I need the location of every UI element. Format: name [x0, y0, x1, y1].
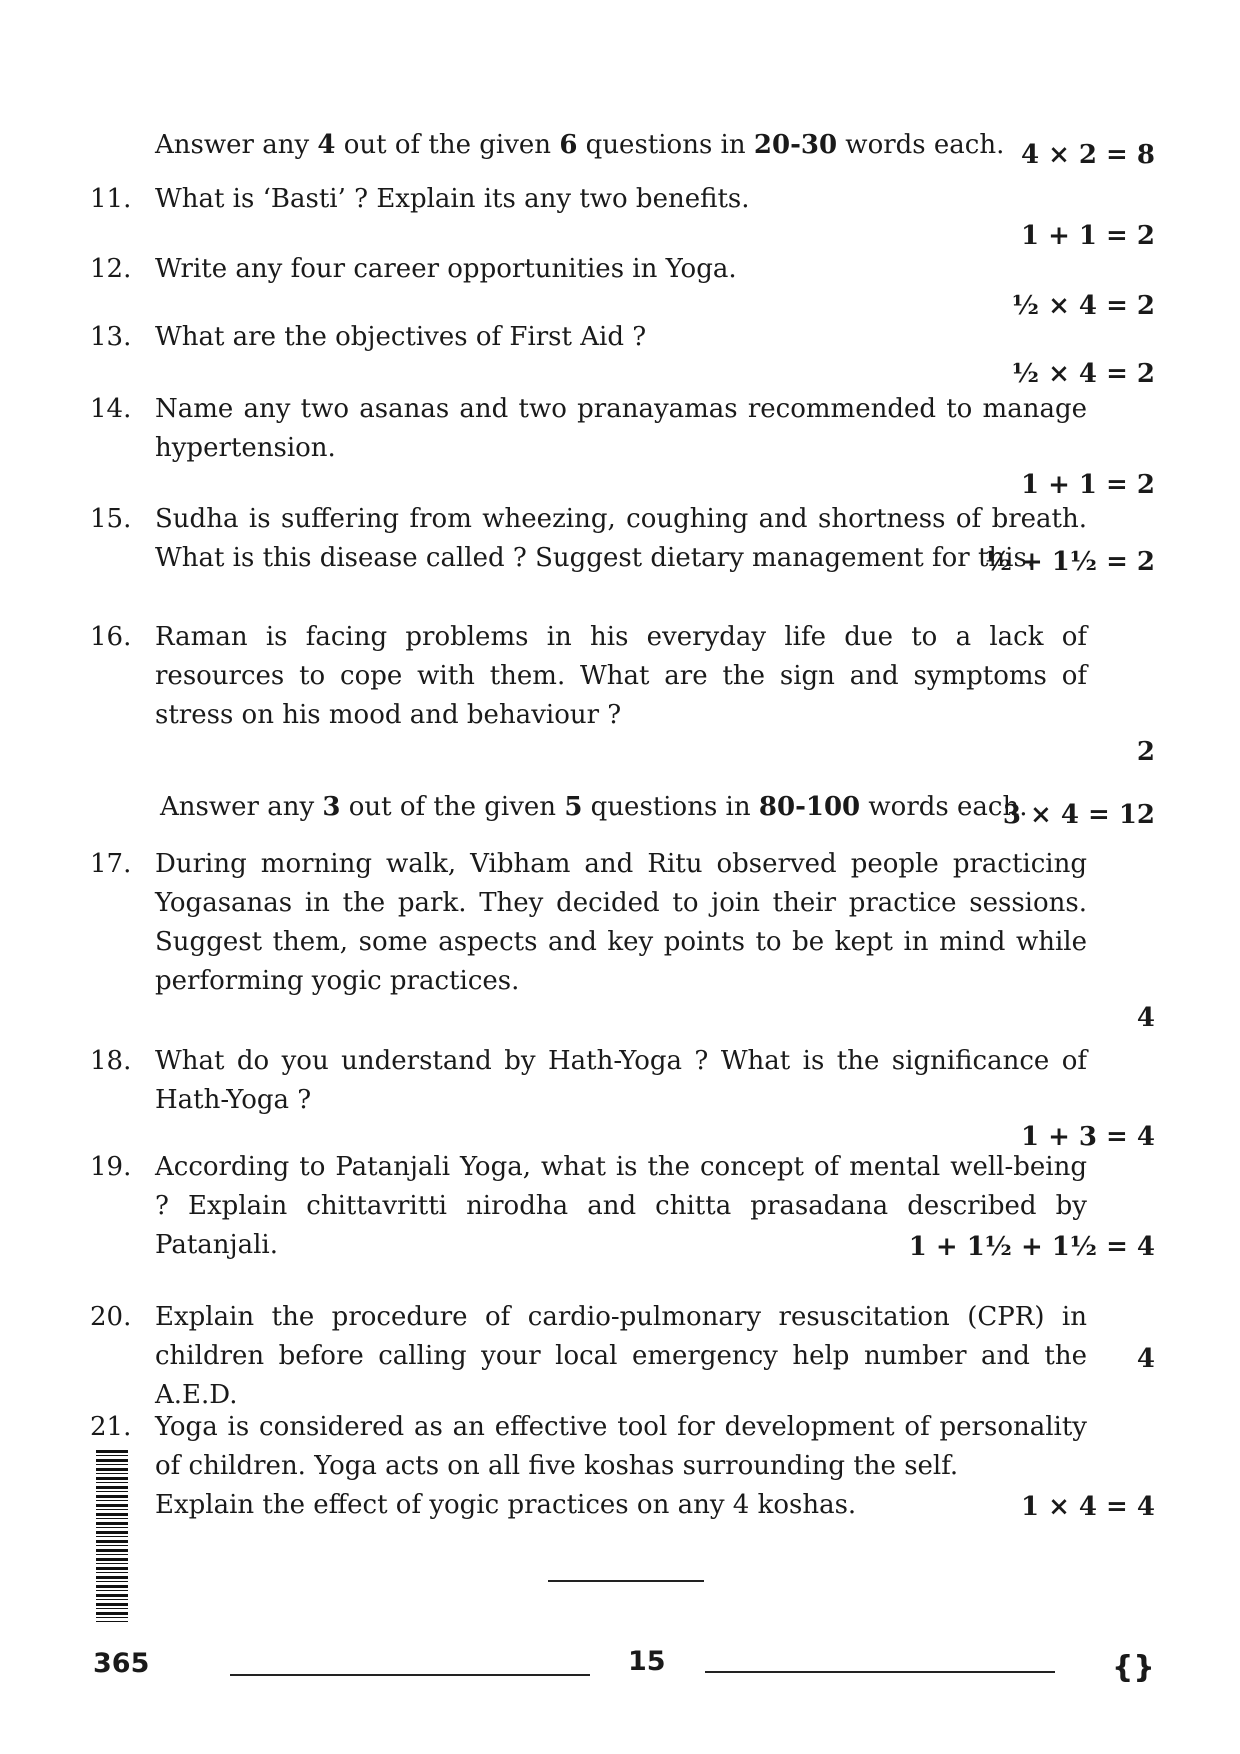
instruction-text: questions in — [577, 130, 754, 160]
question-number: 20. — [90, 1302, 132, 1332]
instruction-word-range: 20-30 — [753, 130, 838, 160]
question-text: Explain the effect of yogic practices on any 4 koshas. — [155, 1490, 857, 1520]
question-15 — [90, 500, 1155, 578]
question-number: 15. — [90, 504, 132, 534]
end-of-questions-rule — [548, 1580, 704, 1582]
instruction-word-range: 80-100 — [758, 792, 861, 822]
question-marks: 1 × 4 = 4 — [1020, 1492, 1155, 1522]
question-21 — [90, 1408, 1155, 1525]
section-marks: 4 × 2 = 8 — [1020, 140, 1155, 170]
question-number: 13. — [90, 322, 132, 352]
section-a-instruction — [155, 128, 1155, 170]
question-number: 11. — [90, 184, 132, 214]
instruction-text: out of the given — [335, 130, 560, 160]
footer-rule-left — [230, 1674, 590, 1676]
question-text: Yoga is considered as an effective tool for development of personality of children. Yoga acts on all five koshas surrounding the self. — [155, 1412, 1087, 1481]
question-number: 12. — [90, 254, 132, 284]
question-marks: 1 + 3 = 4 — [1020, 1122, 1155, 1152]
instruction-text: Answer any — [155, 130, 318, 160]
question-marks: 4 — [1136, 1344, 1155, 1374]
question-marks: 1 + 1 = 2 — [1020, 470, 1155, 500]
question-marks: ½ × 4 = 2 — [1011, 291, 1155, 321]
question-text: Sudha is suffering from wheezing, coughing and shortness of breath. What is this disease called ? Suggest dietary management for this. — [155, 504, 1087, 573]
question-text: What do you understand by Hath-Yoga ? What is the significance of Hath-Yoga ? — [155, 1046, 1087, 1115]
question-number: 19. — [90, 1152, 132, 1182]
section-b-instruction — [160, 790, 1160, 830]
instruction-text: out of the given — [340, 792, 565, 822]
question-marks: 2 — [1136, 737, 1155, 767]
question-text: Explain the procedure of cardio-pulmonary resuscitation (CPR) in children before calling your local emergency help number and the A.E.D. — [155, 1302, 1087, 1410]
instruction-text: questions in — [582, 792, 759, 822]
question-number: 16. — [90, 622, 132, 652]
question-marks: ½ + 1½ = 2 — [984, 547, 1155, 577]
question-number: 21. — [90, 1412, 132, 1442]
paper-code: 365 — [93, 1648, 150, 1679]
question-text: Name any two asanas and two pranayamas recommended to manage hypertension. — [155, 394, 1087, 463]
instruction-text: words each. — [860, 792, 1028, 822]
page-number: 15 — [628, 1646, 666, 1677]
question-text: According to Patanjali Yoga, what is the concept of mental well-being ? Explain chittavritti nirodha and chitta prasadana described by Patanjali. — [155, 1152, 1087, 1260]
question-16 — [90, 618, 1155, 769]
question-11 — [90, 180, 1155, 253]
question-text: During morning walk, Vibham and Ritu observed people practicing Yogasanas in the park. They decided to join their practice sessions. Suggest them, some aspects and key points to be kept in mind while performing yogic practices. — [155, 849, 1087, 996]
question-13 — [90, 318, 1155, 391]
question-18 — [90, 1042, 1155, 1154]
barcode-graphic — [96, 1450, 128, 1622]
question-20 — [90, 1298, 1155, 1415]
question-marks: 4 — [1136, 1003, 1155, 1033]
instruction-text: words each. — [837, 130, 1005, 160]
question-marks: 1 + 1 = 2 — [1020, 221, 1155, 251]
question-17 — [90, 845, 1155, 1035]
question-text: Write any four career opportunities in Yoga. — [155, 254, 737, 284]
section-marks: 3 × 4 = 12 — [1002, 800, 1155, 830]
question-number: 14. — [90, 394, 132, 424]
question-text: What are the objectives of First Aid ? — [155, 322, 647, 352]
question-number: 17. — [90, 849, 132, 879]
question-12 — [90, 250, 1155, 323]
question-19 — [90, 1148, 1155, 1265]
question-number: 18. — [90, 1046, 132, 1076]
instruction-count: 4 — [317, 130, 336, 160]
question-marks: ½ × 4 = 2 — [1011, 359, 1155, 389]
instruction-total: 6 — [559, 130, 578, 160]
instruction-count: 3 — [322, 792, 341, 822]
footer-rule-right — [705, 1671, 1055, 1673]
instruction-text: Answer any — [160, 792, 323, 822]
set-marker: {} — [1112, 1650, 1155, 1685]
question-text: Raman is facing problems in his everyday life due to a lack of resources to cope with them. What are the sign and symptoms of stress on his mood and behaviour ? — [155, 622, 1087, 730]
instruction-total: 5 — [564, 792, 583, 822]
question-marks: 1 + 1½ + 1½ = 4 — [908, 1232, 1155, 1262]
question-14 — [90, 390, 1155, 502]
question-text: What is ‘Basti’ ? Explain its any two benefits. — [155, 184, 750, 214]
